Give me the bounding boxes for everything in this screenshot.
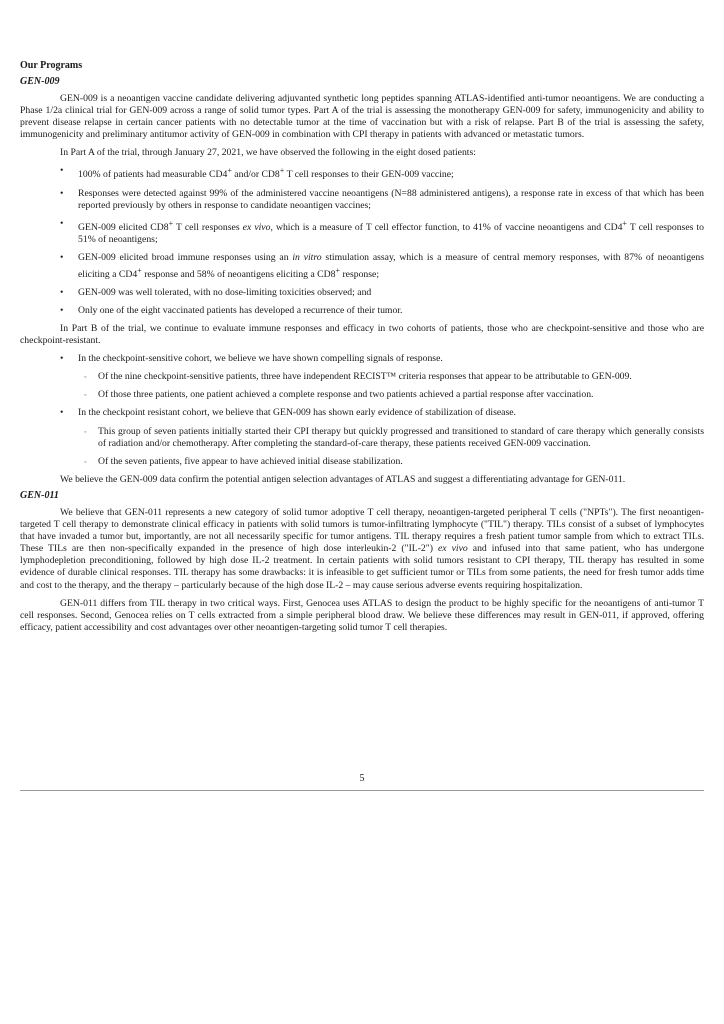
superscript: + bbox=[335, 265, 341, 275]
superscript: + bbox=[279, 166, 285, 176]
list-item bbox=[78, 456, 704, 468]
text-run: Of those three patients, one patient achieved a complete response and two patients achieved a partial response after vaccination. bbox=[98, 389, 594, 401]
text-run: GEN-009 was well tolerated, with no dose-limiting toxicities observed; and bbox=[78, 286, 372, 298]
text-run: GEN-009 elicited CD8 bbox=[78, 222, 169, 234]
text-run: Only one of the eight vaccinated patients has developed a recurrence of their tumor. bbox=[78, 304, 403, 316]
bullet-icon: • bbox=[60, 252, 64, 264]
text-run: stimulation assay, which is a measure of central memory responses, with 87% of neoantigens eliciting a CD4 bbox=[78, 252, 704, 280]
text-run: We believe that GEN-011 represents a new category of solid tumor adoptive T cell therapy, neoantigen-targeted peripheral T cells ("NPTs"). The first neoantigen-targeted T cell therapy to demonstrate clinical efficacy in patients with solid tumors is tumor-infiltrating lymphocyte ("TIL") therapy. TILs consist of a subset of lymphocytes that have invaded a tumor but, importantly, are not all necessarily specific for tumor antigens. TIL therapy requires a fresh patient tumor sample from which to extract TILs. These TILs are then non-specifically expanded in the presence of high dose interleukin-2 ("IL-2") bbox=[20, 506, 704, 555]
italic-term: ex vivo bbox=[242, 222, 271, 234]
gen011-paragraph-1 bbox=[20, 507, 704, 592]
text-run: response; bbox=[340, 268, 380, 280]
text-run: Responses were detected against 99% of the administered vaccine neoantigens (N=88 administered antigens), a response rate in excess of that which has been reported previously by others in response to candidate neoantigen vaccines; bbox=[78, 187, 704, 211]
gen009-heading: GEN-009 bbox=[20, 76, 60, 87]
part-b-lead-paragraph: In Part B of the trial, we continue to evaluate immune responses and efficacy in two cohorts of patients, those who are checkpoint-sensitive and those who are checkpoint-resistant. bbox=[20, 323, 704, 347]
bullet-icon: • bbox=[60, 407, 64, 419]
text-run: response and 58% of neoantigens eliciting a CD8 bbox=[141, 268, 336, 280]
list-item bbox=[20, 287, 704, 299]
document-page bbox=[20, 60, 704, 640]
text-run: This group of seven patients initially started their CPI therapy but quickly progressed and transitioned to standard of care therapy which generally consists of radiation and/or chemotherapy. After completing the standard-of-care therapy, these patients received GEN-009 vaccination. bbox=[98, 425, 704, 449]
page-number: 5 bbox=[359, 773, 365, 784]
superscript: + bbox=[227, 166, 232, 176]
text-run: and infused into that same patient, who has undergone lymphodepletion preconditioning, followed by high dose IL-2 treatment. In certain patients with solid tumors resistant to CPI therapy, TIL therapy has resulted in some evidence of durable clinical responses. TIL therapy has some drawbacks: it is infeasible to get sufficient tumor or TILs from some patients, the need for fresh tumor adds time and cost to the therapy, and the therapy – particularly because of the high dose IL-2 – may cause serious adverse events requiring hospitalization. bbox=[20, 543, 705, 591]
text-run: Of the seven patients, five appear to have achieved initial disease stabilization. bbox=[98, 455, 403, 467]
sub-bullet-list bbox=[78, 426, 704, 468]
superscript: + bbox=[622, 218, 627, 228]
part-b-bullet-list bbox=[20, 353, 704, 468]
sub-bullet-list bbox=[78, 371, 704, 401]
sub-bullet-icon: ◦ bbox=[84, 427, 87, 436]
list-item bbox=[78, 371, 704, 383]
gen011-paragraph-2: GEN-011 differs from TIL therapy in two critical ways. First, Genocea uses ATLAS to design the product to be highly specific for the neoantigens of anti-tumor T cell responses. Second, Genocea relies on T cells extracted from a simple peripheral blood draw. We believe these differences may result in GEN-011, if approved, offering efficacy, patient accessibility and cost advantages over other neoantigen-targeting solid tumor T cell therapies. bbox=[20, 597, 704, 633]
italic-term: ex vivo bbox=[437, 543, 468, 555]
bullet-icon: • bbox=[60, 217, 64, 229]
superscript: + bbox=[137, 265, 142, 275]
gen011-heading: GEN-011 bbox=[20, 489, 59, 501]
bullet-icon: • bbox=[60, 187, 64, 199]
list-item bbox=[20, 188, 704, 212]
list-item bbox=[20, 218, 704, 246]
sub-bullet-icon: ◦ bbox=[84, 391, 87, 400]
text-run: T cell responses to their GEN-009 vaccine; bbox=[284, 169, 454, 181]
text-run: In the checkpoint-sensitive cohort, we believe we have shown compelling signals of response. bbox=[78, 353, 443, 365]
superscript: + bbox=[168, 218, 174, 228]
text-run: 100% of patients had measurable CD4 bbox=[78, 169, 228, 181]
list-item bbox=[20, 305, 704, 317]
italic-term: in vitro bbox=[292, 252, 322, 264]
gen009-intro-paragraph: GEN-009 is a neoantigen vaccine candidate delivering adjuvanted synthetic long peptides spanning ATLAS-identified anti-tumor neoantigens. We are conducting a Phase 1/2a clinical trial for GEN-009 across a range of solid tumor types. Part A of the trial is assessing the monotherapy GEN-009 for safety, immunogenicity and ability to prevent disease relapse in certain cancer patients with no detectable tumor at the time of vaccination but with a risk of relapse. Part B of the trial is assessing the safety, immunogenicity and preliminary antitumor activity of GEN-009 in combination with CPI therapy in patients with advanced or metastatic tumors. bbox=[20, 93, 704, 141]
text-run: , which is a measure of T cell effector function, to 41% of vaccine neoantigens and CD4 bbox=[270, 222, 623, 234]
bullet-icon: • bbox=[60, 286, 64, 298]
text-run: T cell responses to 51% of neoantigens; bbox=[78, 222, 704, 246]
bullet-icon: • bbox=[60, 165, 64, 177]
list-item bbox=[20, 407, 704, 467]
text-run: Of the nine checkpoint-sensitive patients, three have independent RECIST™ criteria responses that appear to be attributable to GEN-009. bbox=[98, 371, 632, 383]
list-item bbox=[78, 389, 704, 401]
bullet-icon: • bbox=[60, 353, 64, 365]
page-divider bbox=[20, 790, 704, 791]
text-run: and/or CD8 bbox=[231, 169, 280, 181]
part-a-lead-paragraph: In Part A of the trial, through January 27, 2021, we have observed the following in the eight dosed patients: bbox=[60, 147, 476, 159]
text-run: In the checkpoint resistant cohort, we believe that GEN-009 has shown early evidence of stabilization of disease. bbox=[78, 407, 516, 419]
gen009-conclusion-paragraph: We believe the GEN-009 data confirm the potential antigen selection advantages of ATLAS and suggest a differentiating advantage for GEN-011. bbox=[60, 473, 626, 485]
list-item bbox=[20, 252, 704, 280]
section-title: Our Programs bbox=[20, 60, 83, 71]
sub-bullet-icon: ◦ bbox=[84, 373, 87, 382]
part-a-bullet-list bbox=[20, 165, 704, 317]
list-item bbox=[20, 353, 704, 401]
list-item bbox=[20, 165, 704, 181]
list-item bbox=[78, 426, 704, 450]
text-run: T cell responses bbox=[173, 222, 243, 234]
text-run: GEN-009 elicited broad immune responses using an bbox=[78, 252, 293, 264]
sub-bullet-icon: ◦ bbox=[84, 457, 87, 466]
bullet-icon: • bbox=[60, 304, 64, 316]
